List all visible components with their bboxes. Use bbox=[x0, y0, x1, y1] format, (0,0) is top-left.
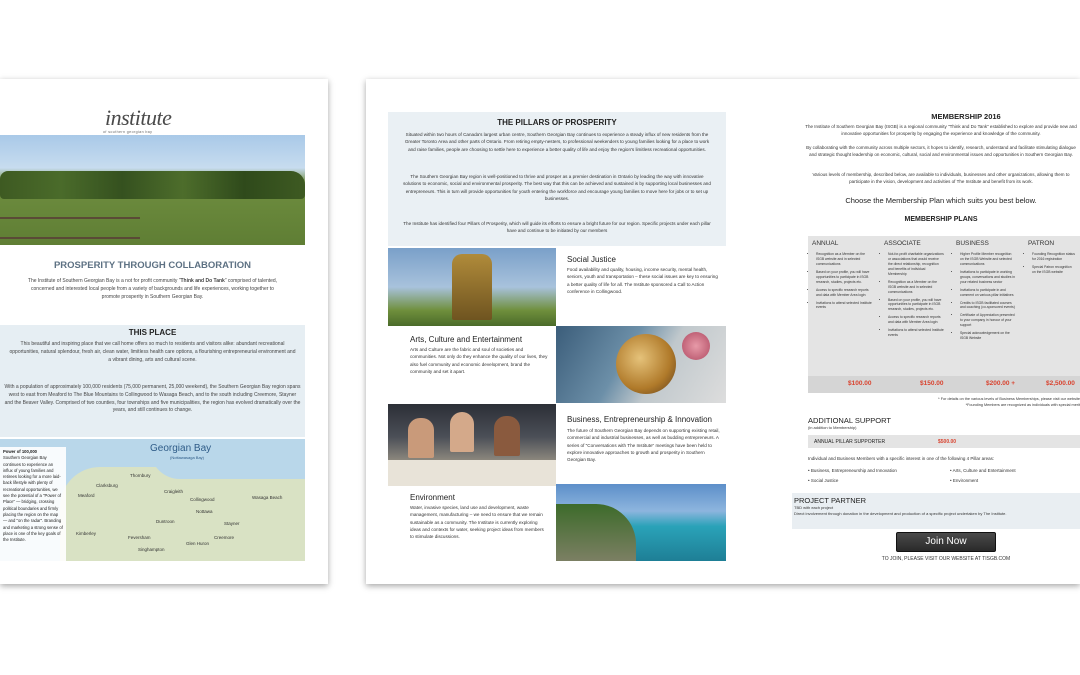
callout-text: Southern Georgian Bay continues to experience an influx of young families and retirees looking for a more laid-back lifestyle with plenty of recreational opportunities, we see the potential of a "Power of Place" — bridging, crossing political boundaries and firmly placing the region on the map — and "on the radar". Branding and marketing a strong sense of place is one of the key goals of the Institute. bbox=[3, 455, 63, 543]
choose-plan-heading: Choose the Membership Plan which suits you best below. bbox=[845, 196, 1037, 205]
pillar-text-business: The future of Southern Georgian Bay depends on supporting existing retail, commercial and industrial businesses, as well as budding entrepreneurs. A series of "Conversations with The Institute" meetings have been held to explore innovative approaches to growth and prosperity in Southern Georgian Bay. bbox=[567, 428, 720, 463]
map-subtitle: (Nottawasaga Bay) bbox=[170, 455, 205, 460]
map-place-label: Creemore bbox=[214, 535, 235, 540]
join-now-button[interactable]: Join Now bbox=[896, 532, 996, 552]
map-title: Georgian Bay bbox=[150, 443, 212, 454]
pillars-paragraph-2: The Southern Georgian Bay region is well-positioned to thrive and prosper as a premier destination in Ontario by leading the way with innovative solutions to economic, social and environmental prosperity. The best way that this can be achieved and sustained is by supporting local businesses and entrepreneurs. This in turn will provide opportunities for youth entering the workforce and encourage young families to move here for jobs or to set up businesses. bbox=[403, 174, 711, 202]
plan-price-patron: $2,500.00 bbox=[1046, 380, 1075, 387]
map-place-label: Meaford bbox=[78, 493, 95, 498]
intro-text-pre: The Institute of Southern Georgian Bay is a not for profit community “ bbox=[27, 278, 181, 284]
treeline-shape bbox=[0, 171, 305, 199]
interest-text: Individual and Business Members with a specific interest in one of the following 4 Pillar areas: bbox=[808, 456, 995, 461]
map-place-label: Glen Huron bbox=[186, 541, 210, 546]
plan-feature: • Recognition as a Member on the ISGB website and in selected communications bbox=[888, 280, 944, 295]
plan-header-annual: ANNUAL bbox=[812, 240, 839, 247]
plan-feature: • Special Patron recognition on the ISGB website bbox=[1032, 265, 1076, 275]
membership-paragraph-1: The Institute of Southern Georgian Bay (ISGB) is a regional community "Think and Do Tank" established to explore and provide new and innovative opportunities for prosperity by engaging the experience and knowledge of the community. bbox=[805, 124, 1077, 136]
plan-feature: • Based on your profile, you will have opportunities to participate in ISGB research, studies, projects etc. bbox=[888, 298, 944, 313]
pillar-title-arts: Arts, Culture and Entertainment bbox=[410, 335, 523, 344]
membership-plans-title: MEMBERSHIP PLANS bbox=[904, 216, 978, 223]
this-place-title: THIS PLACE bbox=[128, 328, 177, 337]
region-map bbox=[0, 439, 305, 561]
this-place-paragraph-1: This beautiful and inspiring place that we call home offers so much to residents and visitors alike: abundant recreational opportunities, natural splendour, fresh air, clean water, limitless health care options, a flourishing entrepreneurial environment and a vibrant dining, arts and cultural scene. bbox=[9, 341, 296, 363]
person-shape bbox=[408, 418, 434, 458]
intro-text-bold: Think and Do Tank bbox=[180, 278, 225, 284]
interest-item: • Arts, Culture and Entertainment bbox=[950, 468, 1016, 473]
project-partner-title: PROJECT PARTNER bbox=[794, 496, 867, 505]
plan-features-patron bbox=[1026, 252, 1076, 278]
plan-feature: • Not-for-profit charitable organizations or associations that would receive the direct relationship, recognition and benefits of individual Membership bbox=[888, 252, 944, 277]
membership-title: MEMBERSHIP 2016 bbox=[931, 112, 1001, 121]
plan-feature: • Credits to ISGB facilitated courses and coaching (co-sponsored events) bbox=[960, 301, 1016, 311]
interest-item-label: Social Justice bbox=[810, 478, 839, 483]
table-shape bbox=[388, 460, 556, 486]
plan-feature: • Founding Recognition status for 2016 registration bbox=[1032, 252, 1076, 262]
plan-feature: • Access to specific research reports and data with Member Area login bbox=[888, 315, 944, 325]
map-place-label: Thornbury bbox=[130, 473, 151, 478]
pillar-supporter-label: ANNUAL PILLAR SUPPORTER bbox=[814, 439, 886, 445]
plan-price-annual: $100.00 bbox=[848, 380, 872, 387]
map-place-label: Stayner bbox=[224, 521, 240, 526]
interest-item: • Social Justice bbox=[808, 478, 839, 483]
plan-feature: • Access to specific research reports and data with Member Area login bbox=[816, 288, 872, 298]
plan-feature: • Recognition as a Member on the ISGB website and in selected communications bbox=[816, 252, 872, 267]
map-place-label: Feversham bbox=[128, 535, 151, 540]
map-place-label: Clarksburg bbox=[96, 483, 118, 488]
plan-feature: • Special acknowledgement on the ISGB Website bbox=[960, 331, 1016, 341]
plan-features-annual bbox=[810, 252, 872, 313]
pillars-title: THE PILLARS OF PROSPERITY bbox=[497, 118, 617, 127]
plan-price-business: $200.00 + bbox=[986, 380, 1016, 387]
plan-header-business: BUSINESS bbox=[956, 240, 989, 247]
additional-support-subtitle: (in addition to Membership) bbox=[808, 425, 857, 430]
pillars-paragraph-1: Situated within two hours of Canada's largest urban centre, Southern Georgian Bay continues to experience a steady influx of new residents from the Greater Toronto Area and other parts of Ontario. From retiring empty-nesters, to professional weekenders to young families looking for a place to work and raise families, people are choosing to settle here to experience a better quality of life and enjoy the region's limitless recreational opportunities. bbox=[404, 132, 710, 152]
interest-item-label: Environment bbox=[952, 478, 979, 483]
page-heading: PROSPERITY THROUGH COLLABORATION bbox=[53, 260, 252, 271]
pillar-text-arts: Arts and Culture are the fabric and soul of societies and communities. Not only do they enhance the quality of our lives, they also fuel community and economic development, brand the community and set it apart. bbox=[410, 347, 548, 375]
pillar-supporter-price: $500.00 bbox=[938, 439, 957, 445]
plan-price-associate: $150.00 bbox=[920, 380, 944, 387]
map-place-label: Singhampton bbox=[138, 547, 165, 552]
interest-item-label: Business, Entrepreneurship and Innovation bbox=[810, 468, 897, 473]
logo-subtitle: of southern georgian bay bbox=[103, 130, 153, 134]
map-place-label: Craigleith bbox=[164, 489, 184, 494]
plan-feature: • Invitations to attend selected Institute events bbox=[888, 328, 944, 338]
membership-paragraph-2: By collaborating with the community across multiple sectors, it hopes to identify, research, understand and facilitate stimulating dialogue and strategic thought leadership on economic, cultural, social and environmental issues and opportunities in Southern Georgian Bay. bbox=[806, 145, 1076, 157]
map-place-label: Kimberley bbox=[76, 531, 97, 536]
pillar-text-social-justice: Food availability and quality, housing, income security, mental health, seniors, youth and transportation – these social issues are key to ensuring a better quality of life for all. The Institute sponsored a Call to Action conference in Collingwood. bbox=[567, 267, 718, 295]
additional-support-title: ADDITIONAL SUPPORT bbox=[808, 416, 891, 425]
plan-feature: • Based on your profile, you will have opportunities to participate in ISGB research, studies, projects etc. bbox=[816, 270, 872, 285]
intro-paragraph bbox=[0, 278, 305, 301]
statue-shape bbox=[452, 254, 492, 320]
pillar-text-environment: Water, invasive species, land use and development, waste management, manufacturing – we need to ensure that we remain sustainable as a community. The Institute is currently exploring ideas and contexts for water, seeking project ideas from members to stimulate discussions. bbox=[410, 505, 544, 540]
logo-wordmark: institute bbox=[105, 105, 172, 130]
pillars-paragraph-3: The Institute has identified four Pillars of Prosperity, which will guide its efforts to ensure a bright future for our region. Specific projects under each pillar have and continue to be initiated by our members bbox=[403, 221, 711, 234]
institute-logo bbox=[95, 95, 185, 135]
plan-feature: • Invitations to participate in and comment on various pillar initiatives bbox=[960, 288, 1016, 298]
plan-header-associate: ASSOCIATE bbox=[884, 240, 921, 247]
map-land-shape bbox=[60, 467, 305, 561]
intro-text-post: ” comprised of talented, concerned and interested local people from a variety of backgrounds and life experiences, working together to promote prosperity in Southern Georgian Bay. bbox=[31, 278, 278, 300]
plans-footnote-2: *Founding Members are recognized as individuals with special merit bbox=[965, 403, 1080, 407]
brochure-page-left bbox=[0, 79, 328, 584]
pillar-title-business: Business, Entrepreneurship & Innovation bbox=[567, 415, 712, 424]
rose-shape bbox=[682, 332, 710, 360]
plans-footnote-1: * For details on the various levels of Business Memberships, please visit our website bbox=[938, 397, 1080, 401]
business-meeting-photo bbox=[388, 404, 556, 486]
mask-shape bbox=[616, 334, 676, 394]
interest-item-label: Arts, Culture and Entertainment bbox=[952, 468, 1016, 473]
callout-title: Power of 100,000 bbox=[3, 449, 37, 454]
plan-feature: • Invitations to participate in working groups, conversations and studies in your related business sector bbox=[960, 270, 1016, 285]
map-place-label: Wasaga Beach bbox=[252, 495, 283, 500]
social-justice-photo bbox=[388, 248, 556, 326]
plan-feature: • Invitations to attend selected Institute events bbox=[816, 301, 872, 311]
countryside-photo bbox=[0, 135, 305, 245]
person-shape bbox=[494, 416, 520, 456]
map-place-label: Duntroon bbox=[156, 519, 175, 524]
arts-mask-photo bbox=[556, 326, 726, 403]
plan-feature: • Certificate of Appreciation presented to your company in honour of your support bbox=[960, 313, 1016, 328]
power-of-100000-callout bbox=[0, 447, 66, 561]
pillar-title-social-justice: Social Justice bbox=[567, 255, 616, 264]
plan-feature: • Higher Profile Member recognition on the ISGB Website and selected communications bbox=[960, 252, 1016, 267]
plan-features-associate bbox=[882, 252, 944, 341]
brochure-page-right bbox=[366, 79, 1080, 584]
plan-header-patron: PATRON bbox=[1028, 240, 1055, 247]
interest-item: • Business, Entrepreneurship and Innovation bbox=[808, 468, 897, 473]
interest-item: • Environment bbox=[950, 478, 979, 483]
membership-paragraph-3: Various levels of membership, described below, are available to individuals, businesses and other organizations, allowing them to participate in the vision, development and activities of The Institute and benefit from its work. bbox=[812, 172, 1070, 184]
shoreline-shape bbox=[556, 504, 636, 561]
person-shape bbox=[450, 412, 474, 452]
environment-shoreline-photo bbox=[556, 484, 726, 561]
fence-shape bbox=[0, 217, 140, 239]
this-place-paragraph-2: With a population of approximately 100,000 residents (75,000 permanent, 25,000 weekend), the Southern Georgian Bay region spans west to east from Meaford to The Blue Mountains to Collingwood to Wasaga Beach, and to the south including Creemore, Stayner and the Beaver Valley. Comprised of two counties, four townships and five municipalities, the region has evolved dramatically over the years, and still continues to change. bbox=[4, 384, 301, 414]
project-partner-description: Direct involvement through donation in the development and production of a specific project undertaken by The Institute. bbox=[794, 511, 1007, 516]
map-place-label: Nottawa bbox=[196, 509, 213, 514]
plan-features-business bbox=[954, 252, 1016, 344]
pillar-title-environment: Environment bbox=[410, 493, 455, 502]
map-place-label: Collingwood bbox=[190, 497, 215, 502]
project-partner-subtitle: TBD with each project bbox=[794, 505, 834, 510]
join-instructions: TO JOIN, PLEASE VISIT OUR WEBSITE AT TISGB.COM bbox=[881, 556, 1011, 562]
